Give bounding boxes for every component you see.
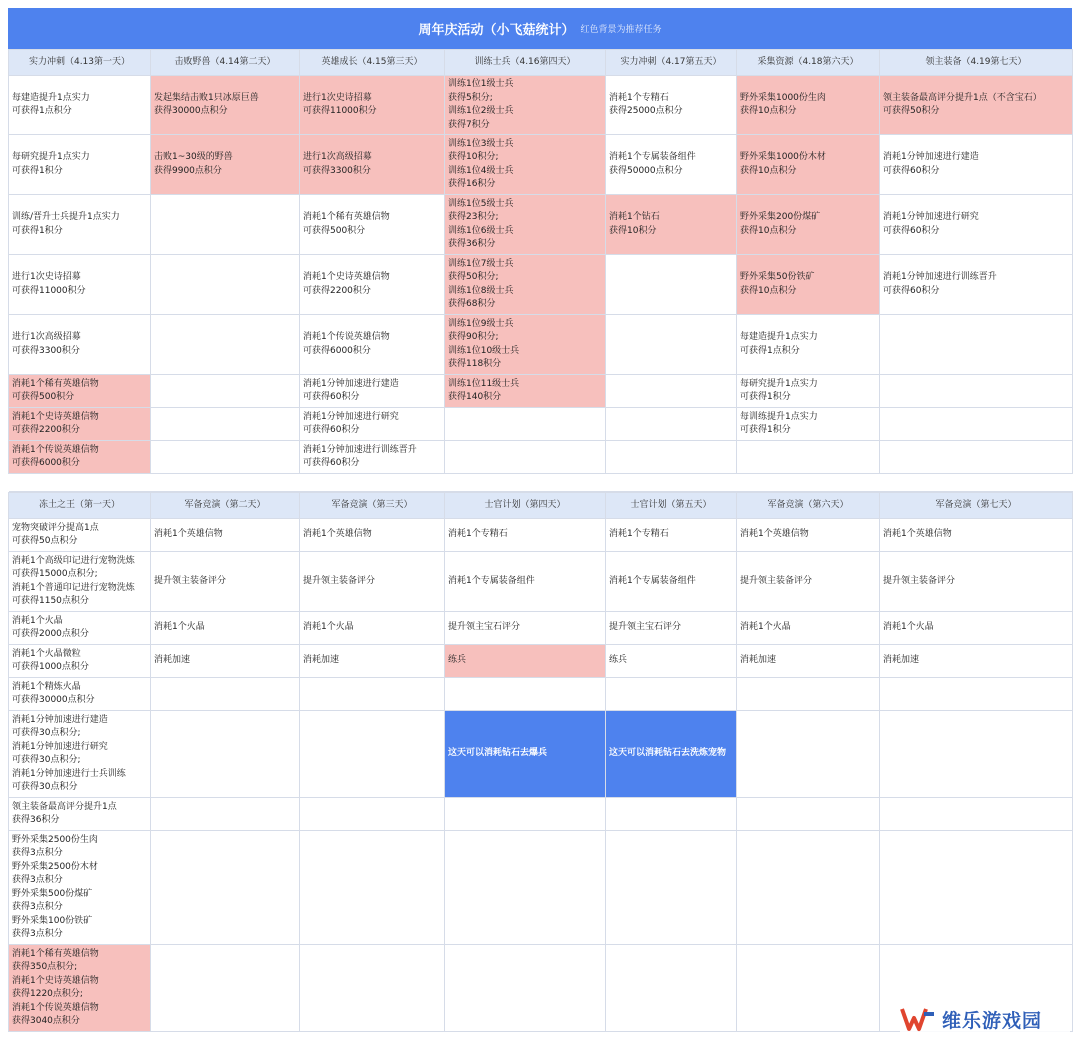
task-cell: 击败1~30级的野兽 获得9900点积分	[151, 135, 300, 195]
table-row	[9, 711, 1073, 798]
column-header: 训练士兵（4.16第四天）	[445, 50, 606, 76]
table-row	[9, 519, 1073, 552]
task-cell	[606, 798, 737, 831]
task-cell: 消耗1个稀有英雄信物 可获得500积分	[300, 195, 445, 255]
task-cell: 消耗加速	[737, 645, 880, 678]
spacer-cell	[151, 474, 300, 492]
column-header-row	[9, 493, 1073, 519]
task-cell	[445, 441, 606, 474]
task-cell	[151, 678, 300, 711]
column-header: 军备竞演（第六天）	[737, 493, 880, 519]
task-cell	[606, 375, 737, 408]
task-cell	[300, 711, 445, 798]
column-header: 英雄成长（4.15第三天）	[300, 50, 445, 76]
table-row	[9, 552, 1073, 612]
task-cell: 发起集结击败1只冰原巨兽 获得30000点积分	[151, 76, 300, 135]
task-cell	[737, 711, 880, 798]
table-row	[9, 195, 1073, 255]
task-cell: 消耗1个精炼火晶 可获得30000点积分	[9, 678, 151, 711]
column-header: 领主装备（4.19第七天）	[880, 50, 1073, 76]
task-cell	[737, 831, 880, 945]
task-cell: 野外采集1000份生肉 获得10点积分	[737, 76, 880, 135]
task-cell	[880, 711, 1073, 798]
task-cell: 消耗1个史诗英雄信物 可获得2200积分	[300, 255, 445, 315]
column-header: 军备竞演（第二天）	[151, 493, 300, 519]
table-row	[9, 645, 1073, 678]
column-header: 击败野兽（4.14第二天）	[151, 50, 300, 76]
task-cell	[151, 945, 300, 1032]
task-cell: 每建造提升1点实力 可获得1点积分	[737, 315, 880, 375]
task-cell: 练兵	[445, 645, 606, 678]
task-cell: 消耗1分钟加速进行建造 可获得30点积分; 消耗1分钟加速进行研究 可获得30点积分; 消耗1分钟加速进行士兵训练 可获得30点积分	[9, 711, 151, 798]
column-header: 士官计划（第五天）	[606, 493, 737, 519]
table-row	[9, 798, 1073, 831]
task-cell: 消耗1个专属装备组件	[445, 552, 606, 612]
task-cell: 消耗1个火晶	[300, 612, 445, 645]
spacer-cell	[606, 474, 737, 492]
task-cell	[880, 315, 1073, 375]
task-cell: 消耗1分钟加速进行建造 可获得60积分	[880, 135, 1073, 195]
task-cell: 提升领主装备评分	[737, 552, 880, 612]
task-cell	[737, 441, 880, 474]
table-row	[9, 441, 1073, 474]
task-cell: 消耗1分钟加速进行建造 可获得60积分	[300, 375, 445, 408]
task-cell	[151, 408, 300, 441]
task-cell: 消耗1个专属装备组件 获得50000点积分	[606, 135, 737, 195]
task-cell	[300, 945, 445, 1032]
column-header: 实力冲刺（4.13第一天）	[9, 50, 151, 76]
task-cell: 训练/晋升士兵提升1点实力 可获得1积分	[9, 195, 151, 255]
table-row	[9, 678, 1073, 711]
task-cell: 每训练提升1点实力 可获得1积分	[737, 408, 880, 441]
task-cell	[606, 408, 737, 441]
task-cell	[737, 945, 880, 1032]
watermark-text: 维乐游戏园	[942, 1009, 1043, 1032]
column-header: 军备竞演（第三天）	[300, 493, 445, 519]
task-cell	[300, 798, 445, 831]
task-cell: 进行1次高级招募 可获得3300积分	[9, 315, 151, 375]
task-cell: 消耗1个英雄信物	[300, 519, 445, 552]
task-cell: 训练1位7级士兵 获得50积分; 训练1位8级士兵 获得68积分	[445, 255, 606, 315]
spacer-cell	[300, 474, 445, 492]
column-header: 士官计划（第四天）	[445, 493, 606, 519]
task-cell: 每建造提升1点实力 可获得1点积分	[9, 76, 151, 135]
task-cell: 这天可以消耗钻石去洗炼宠物	[606, 711, 737, 798]
task-cell: 消耗1个英雄信物	[737, 519, 880, 552]
task-cell	[445, 408, 606, 441]
task-cell: 消耗1个传说英雄信物 可获得6000积分	[300, 315, 445, 375]
task-cell: 训练1位9级士兵 获得90积分; 训练1位10级士兵 获得118积分	[445, 315, 606, 375]
task-cell	[737, 798, 880, 831]
task-cell: 消耗1个火晶 可获得2000点积分	[9, 612, 151, 645]
spacer-cell	[9, 474, 151, 492]
task-cell	[151, 831, 300, 945]
table-row	[9, 135, 1073, 195]
task-cell	[300, 678, 445, 711]
column-header: 冻土之王（第一天）	[9, 493, 151, 519]
task-cell: 领主装备最高评分提升1点 获得36积分	[9, 798, 151, 831]
watermark	[900, 1004, 1070, 1034]
column-header: 采集资源（4.18第六天）	[737, 50, 880, 76]
task-cell: 消耗1个火晶微粒 可获得1000点积分	[9, 645, 151, 678]
task-cell: 消耗1分钟加速进行研究 可获得60积分	[300, 408, 445, 441]
spacer-cell	[737, 474, 880, 492]
task-cell	[445, 945, 606, 1032]
task-cell	[880, 798, 1073, 831]
task-cell: 领主装备最高评分提升1点（不含宝石） 可获得50积分	[880, 76, 1073, 135]
week1-table	[8, 49, 1073, 492]
column-header: 实力冲刺（4.17第五天）	[606, 50, 737, 76]
table-row	[9, 255, 1073, 315]
table-row	[9, 315, 1073, 375]
task-cell	[151, 711, 300, 798]
column-header: 军备竞演（第七天）	[880, 493, 1073, 519]
task-cell: 训练1位5级士兵 获得23积分; 训练1位6级士兵 获得36积分	[445, 195, 606, 255]
task-cell: 消耗1个传说英雄信物 可获得6000积分	[9, 441, 151, 474]
section-spacer	[9, 474, 1073, 492]
table-row	[9, 408, 1073, 441]
task-cell: 消耗1个火晶	[880, 612, 1073, 645]
title-banner	[8, 8, 1072, 49]
task-cell: 消耗1个专属装备组件	[606, 552, 737, 612]
task-cell	[606, 678, 737, 711]
task-cell	[445, 678, 606, 711]
task-cell	[445, 831, 606, 945]
task-cell: 消耗1个英雄信物	[880, 519, 1073, 552]
task-cell: 野外采集1000份木材 获得10点积分	[737, 135, 880, 195]
task-cell: 提升领主装备评分	[300, 552, 445, 612]
task-cell	[880, 375, 1073, 408]
task-cell: 野外采集50份铁矿 获得10点积分	[737, 255, 880, 315]
column-header-row	[9, 50, 1073, 76]
task-cell	[445, 798, 606, 831]
task-cell	[880, 408, 1073, 441]
task-cell	[151, 375, 300, 408]
task-cell	[300, 831, 445, 945]
task-cell: 消耗加速	[880, 645, 1073, 678]
task-cell: 训练1位3级士兵 获得10积分; 训练1位4级士兵 获得16积分	[445, 135, 606, 195]
task-cell: 消耗1个专精石	[445, 519, 606, 552]
week2-table	[8, 492, 1073, 1032]
task-cell: 消耗1分钟加速进行训练晋升 可获得60积分	[300, 441, 445, 474]
task-cell: 消耗加速	[300, 645, 445, 678]
task-cell: 训练1位1级士兵 获得5积分; 训练1位2级士兵 获得7积分	[445, 76, 606, 135]
task-cell: 消耗1个专精石 获得25000点积分	[606, 76, 737, 135]
task-cell: 每研究提升1点实力 可获得1积分	[9, 135, 151, 195]
table-row	[9, 375, 1073, 408]
task-cell: 消耗1个史诗英雄信物 可获得2200积分	[9, 408, 151, 441]
task-cell	[606, 441, 737, 474]
task-cell	[151, 798, 300, 831]
task-cell: 提升领主宝石评分	[445, 612, 606, 645]
task-cell	[151, 441, 300, 474]
task-cell	[880, 678, 1073, 711]
task-cell	[880, 831, 1073, 945]
task-cell: 消耗1个英雄信物	[151, 519, 300, 552]
table-row	[9, 831, 1073, 945]
task-cell: 消耗1个钻石 获得10积分	[606, 195, 737, 255]
task-cell: 练兵	[606, 645, 737, 678]
table-row	[9, 76, 1073, 135]
task-cell: 每研究提升1点实力 可获得1积分	[737, 375, 880, 408]
task-cell	[151, 255, 300, 315]
task-cell: 消耗1个高级印记进行宠物洗炼 可获得15000点积分; 消耗1个普通印记进行宠物洗炼 可获得1150点积分	[9, 552, 151, 612]
task-cell: 野外采集2500份生肉 获得3点积分 野外采集2500份木材 获得3点积分 野外采集500份煤矿 获得3点积分 野外采集100份铁矿 获得3点积分	[9, 831, 151, 945]
w-logo-icon	[900, 1006, 938, 1032]
table-row	[9, 612, 1073, 645]
task-cell: 进行1次高级招募 可获得3300积分	[300, 135, 445, 195]
task-cell	[880, 441, 1073, 474]
task-cell	[606, 831, 737, 945]
task-cell: 消耗1个稀有英雄信物 获得350点积分; 消耗1个史诗英雄信物 获得1220点积分; 消耗1个传说英雄信物 获得3040点积分	[9, 945, 151, 1032]
task-cell	[151, 315, 300, 375]
task-cell: 这天可以消耗钻石去爆兵	[445, 711, 606, 798]
task-cell: 训练1位11级士兵 获得140积分	[445, 375, 606, 408]
task-cell: 消耗1分钟加速进行研究 可获得60积分	[880, 195, 1073, 255]
page-title: 周年庆活动（小飞菇统计）	[418, 23, 575, 38]
task-cell	[606, 315, 737, 375]
task-cell: 提升领主宝石评分	[606, 612, 737, 645]
activity-sheet	[8, 8, 1072, 1032]
task-cell: 提升领主装备评分	[151, 552, 300, 612]
page-subtitle: 红色背景为推荐任务	[580, 25, 662, 35]
task-cell	[606, 945, 737, 1032]
task-cell: 消耗1个火晶	[737, 612, 880, 645]
task-cell: 宠物突破评分提高1点 可获得50点积分	[9, 519, 151, 552]
task-cell: 消耗加速	[151, 645, 300, 678]
task-cell: 进行1次史诗招募 可获得11000积分	[9, 255, 151, 315]
spacer-cell	[445, 474, 606, 492]
task-cell: 消耗1个专精石	[606, 519, 737, 552]
task-cell: 野外采集200份煤矿 获得10点积分	[737, 195, 880, 255]
task-cell	[737, 678, 880, 711]
task-cell: 消耗1个火晶	[151, 612, 300, 645]
task-cell: 消耗1个稀有英雄信物 可获得500积分	[9, 375, 151, 408]
spacer-cell	[880, 474, 1073, 492]
task-cell	[606, 255, 737, 315]
task-cell	[151, 195, 300, 255]
task-cell: 消耗1分钟加速进行训练晋升 可获得60积分	[880, 255, 1073, 315]
task-cell: 提升领主装备评分	[880, 552, 1073, 612]
task-cell: 进行1次史诗招募 可获得11000积分	[300, 76, 445, 135]
